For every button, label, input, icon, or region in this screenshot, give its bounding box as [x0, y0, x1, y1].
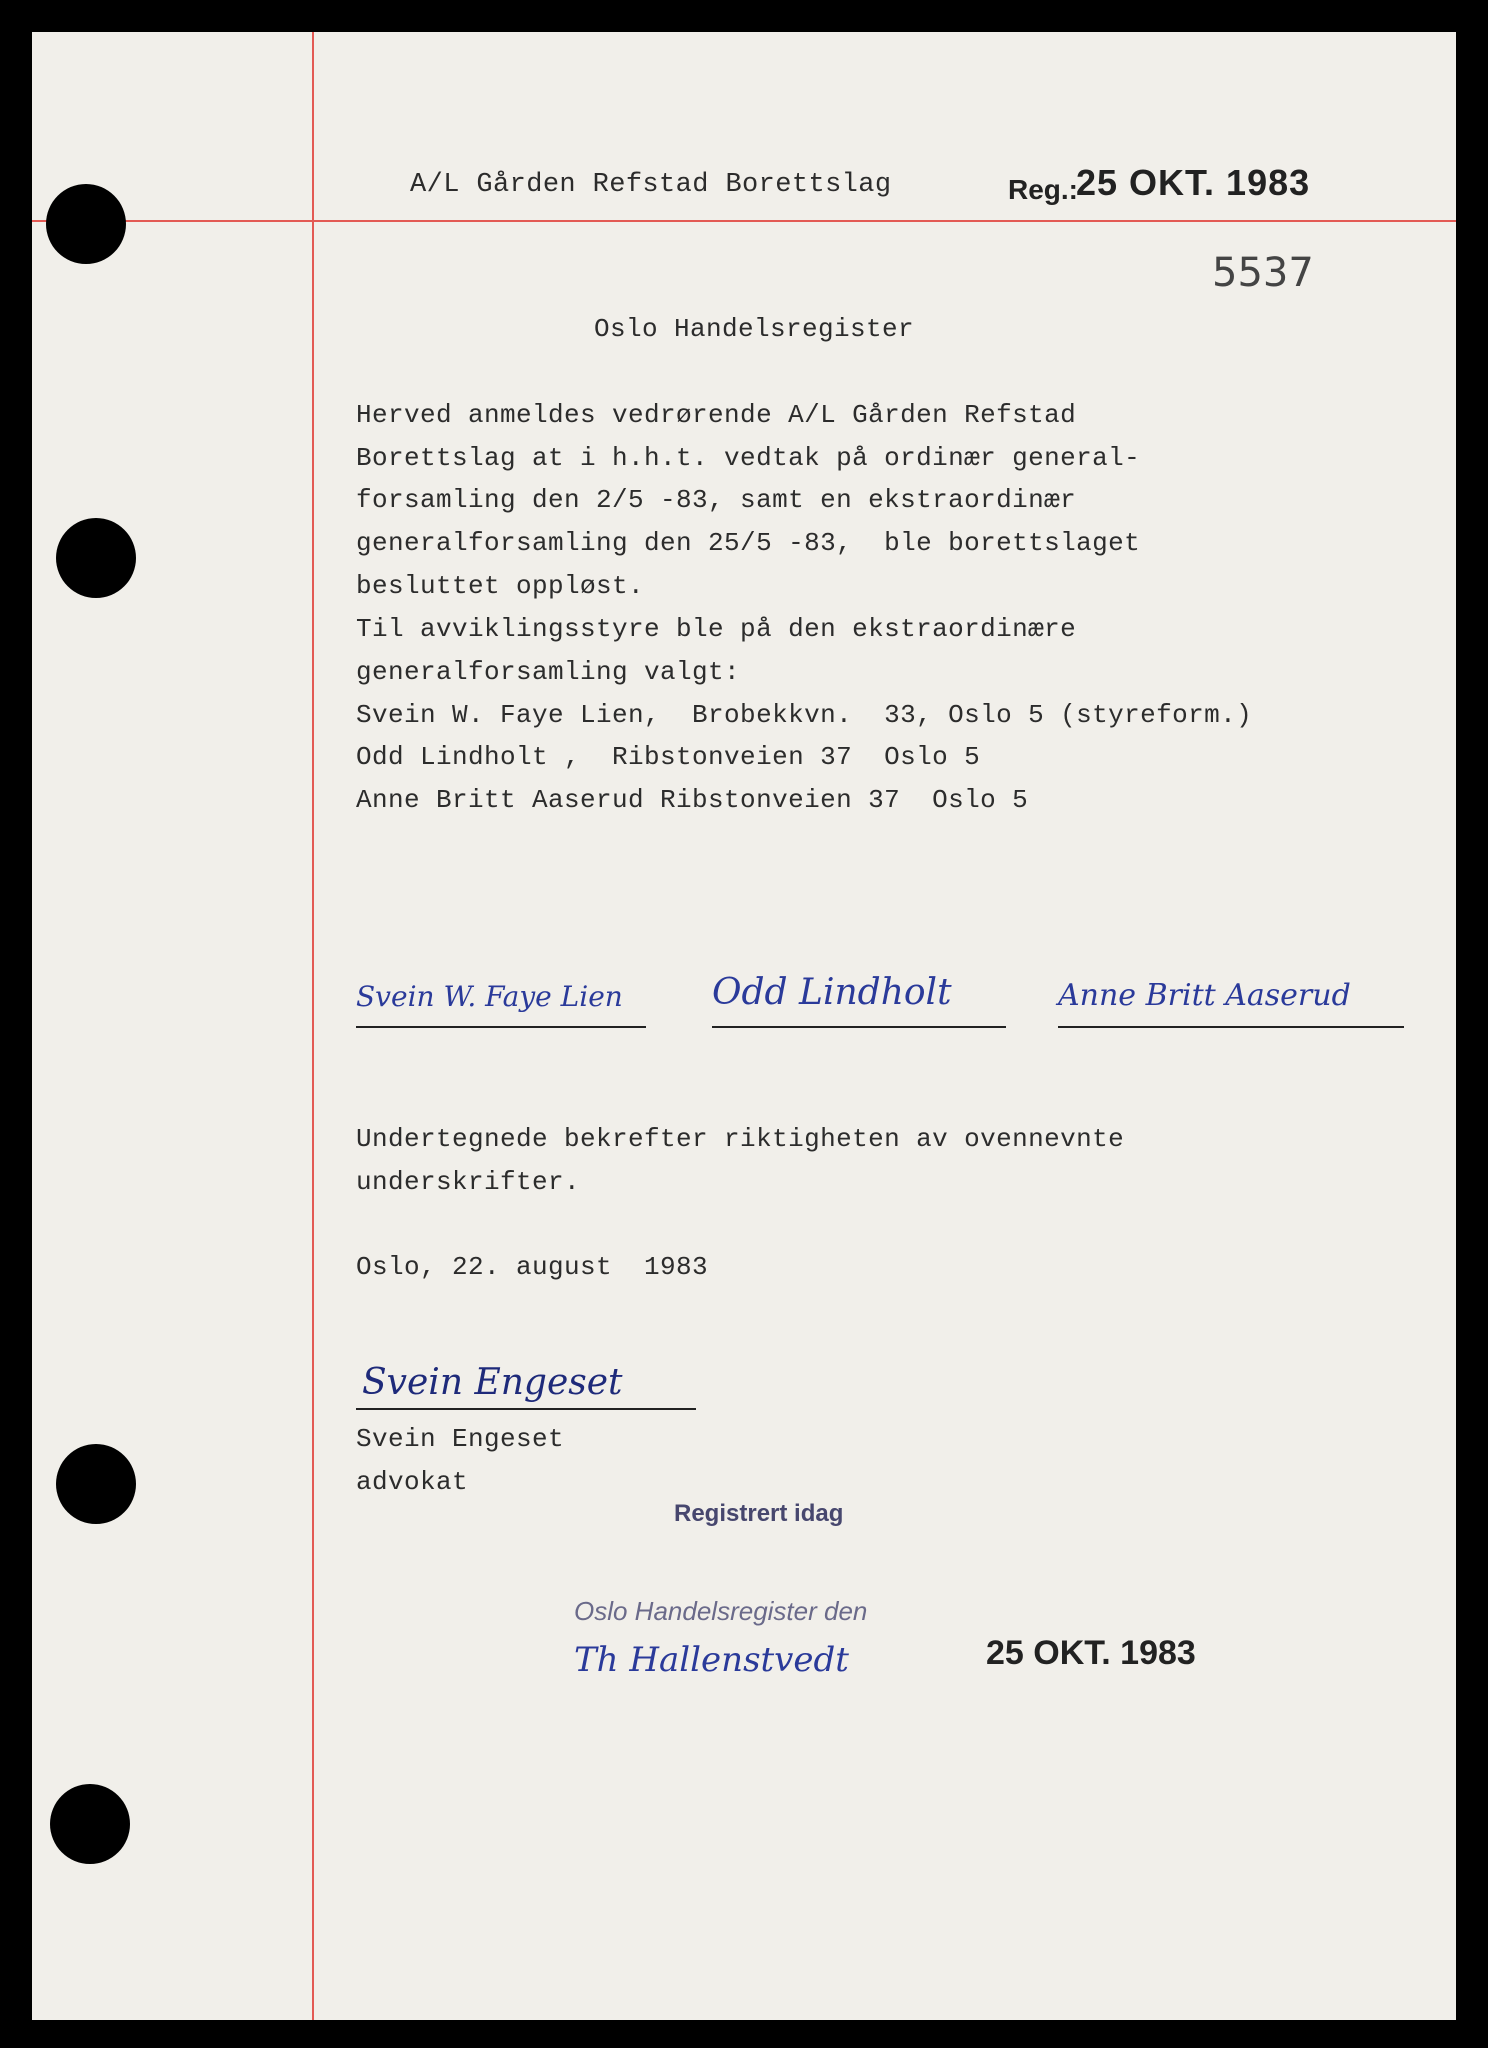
- registered-stamp: Registrert idag: [674, 1500, 844, 1527]
- case-number: 5537: [1212, 250, 1314, 296]
- board-member-line: Anne Britt Aaserud Ribstonveien 37 Oslo 5: [356, 785, 1029, 815]
- registration-date-stamp: 25 OKT. 1983: [986, 1634, 1196, 1672]
- margin-line-vertical: [312, 32, 314, 2020]
- register-stamp-line: Oslo Handelsregister den: [574, 1596, 868, 1626]
- body-line: generalforsamling den 25/5 -83, ble borettslaget: [356, 528, 1141, 558]
- margin-line-horizontal: [32, 220, 1456, 222]
- attorney-name: Svein Engeset: [356, 1424, 565, 1454]
- punch-hole: [46, 184, 126, 264]
- company-header: A/L Gården Refstad Borettslag: [410, 170, 892, 200]
- attorney-title: advokat: [356, 1467, 469, 1497]
- signature-line: [356, 1408, 696, 1410]
- signature-lindholt: Odd Lindholt: [712, 972, 952, 1013]
- reg-label: Reg.:: [1008, 174, 1078, 205]
- signature-faye-lien: Svein W. Faye Lien: [356, 980, 623, 1013]
- body-line: Herved anmeldes vedrørende A/L Gården Refstad: [356, 400, 1077, 430]
- body-line: forsamling den 2/5 -83, samt en ekstraordinær: [356, 485, 1077, 515]
- signature-aaserud: Anne Britt Aaserud: [1058, 978, 1351, 1013]
- signature-line: [1058, 1026, 1404, 1028]
- body-line: besluttet oppløst.: [356, 571, 645, 601]
- certification-line: Undertegnede bekrefter riktigheten av ovennevnte: [356, 1124, 1125, 1154]
- recipient-heading: Oslo Handelsregister: [594, 314, 915, 344]
- signature-hallenstvedt: Th Hallenstvedt: [574, 1640, 849, 1680]
- board-member-line: Svein W. Faye Lien, Brobekkvn. 33, Oslo 5 (styreform.): [356, 700, 1253, 730]
- body-line: Til avviklingsstyre ble på den ekstraordinære: [356, 614, 1077, 644]
- certification-line: underskrifter.: [356, 1167, 581, 1197]
- punch-hole: [50, 1784, 130, 1864]
- punch-hole: [56, 518, 136, 598]
- punch-hole: [56, 1444, 136, 1524]
- signature-line: [356, 1026, 646, 1028]
- body-line: Borettslag at i h.h.t. vedtak på ordinær general-: [356, 443, 1141, 473]
- signature-engeset: Svein Engeset: [362, 1362, 623, 1403]
- body-line: generalforsamling valgt:: [356, 657, 741, 687]
- signature-line: [712, 1026, 1006, 1028]
- place-date: Oslo, 22. august 1983: [356, 1252, 709, 1282]
- board-member-line: Odd Lindholt , Ribstonveien 37 Oslo 5: [356, 742, 981, 772]
- reg-date-stamp: 25 OKT. 1983: [1076, 162, 1311, 203]
